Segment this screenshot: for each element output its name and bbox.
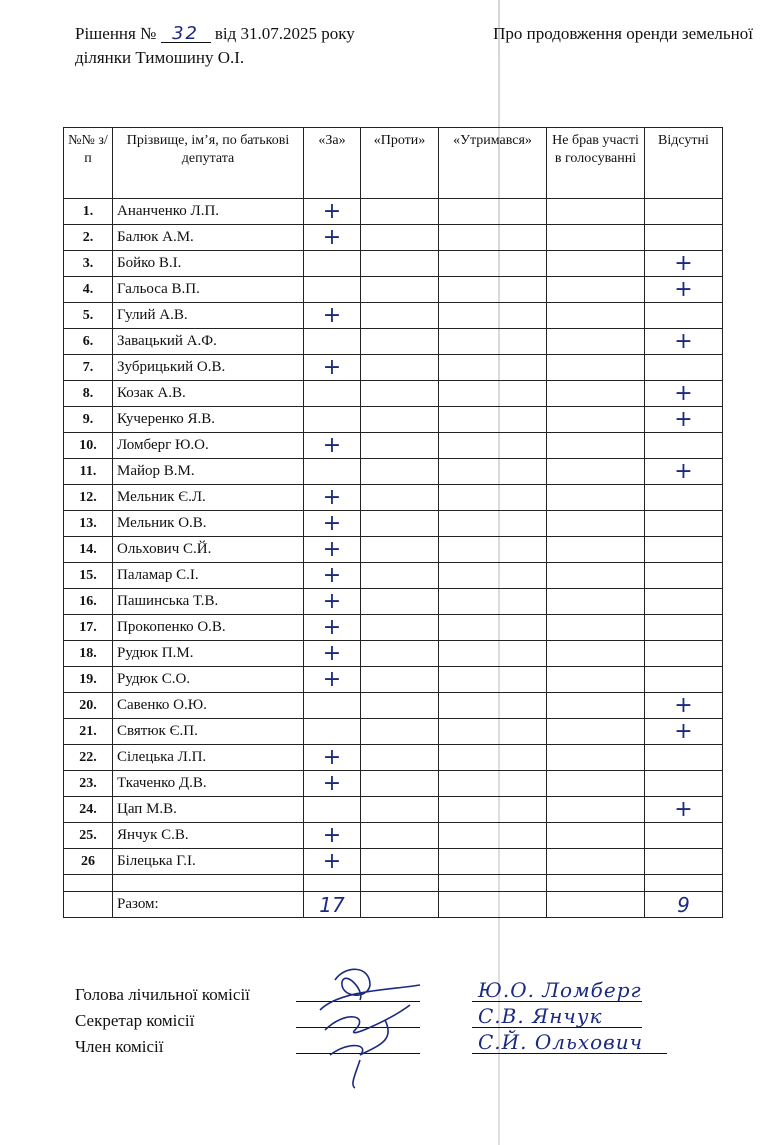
vote-proty [361, 485, 439, 511]
table-row [64, 511, 723, 537]
vote-absent-mark [645, 225, 723, 251]
table-row [64, 823, 723, 849]
member-name: С.Й. Ольхович [478, 1030, 644, 1054]
deputy-name: Рудюк П.М. [113, 641, 304, 667]
vote-za-mark: + [304, 355, 361, 381]
vote-proty [361, 589, 439, 615]
row-number: 25. [64, 823, 113, 849]
deputy-name: Пашинська Т.В. [113, 589, 304, 615]
vote-utrymavsia [439, 771, 547, 797]
vote-proty [361, 745, 439, 771]
signature-scribble [300, 960, 450, 1095]
vote-proty [361, 771, 439, 797]
vote-ne-brav [547, 277, 645, 303]
vote-utrymavsia [439, 225, 547, 251]
decision-number: 32 [172, 23, 200, 44]
deputy-name: Савенко О.Ю. [113, 693, 304, 719]
vote-proty [361, 199, 439, 225]
vote-za-mark: + [304, 771, 361, 797]
vote-utrymavsia [439, 303, 547, 329]
table-row [64, 381, 723, 407]
row-number: 22. [64, 745, 113, 771]
vote-za-mark: + [304, 849, 361, 875]
vote-ne-brav [547, 745, 645, 771]
vote-za-mark [304, 381, 361, 407]
deputy-name: Гулий А.В. [113, 303, 304, 329]
vote-ne-brav [547, 563, 645, 589]
deputy-name: Балюк А.М. [113, 225, 304, 251]
row-number: 18. [64, 641, 113, 667]
vote-utrymavsia [439, 615, 547, 641]
vote-ne-brav [547, 693, 645, 719]
vote-za-mark: + [304, 485, 361, 511]
vote-proty [361, 251, 439, 277]
vote-absent-mark [645, 537, 723, 563]
vote-ne-brav [547, 199, 645, 225]
row-number: 24. [64, 797, 113, 823]
header-vidsutni: Відсутні [645, 128, 723, 199]
deputy-name: Ольхович С.Й. [113, 537, 304, 563]
row-number: 9. [64, 407, 113, 433]
total-absent: 9 [645, 892, 723, 918]
vote-absent-mark [645, 745, 723, 771]
vote-utrymavsia [439, 693, 547, 719]
vote-za-mark: + [304, 745, 361, 771]
table-row [64, 329, 723, 355]
vote-ne-brav [547, 303, 645, 329]
vote-ne-brav [547, 849, 645, 875]
deputy-name: Святюк Є.П. [113, 719, 304, 745]
deputy-name: Кучеренко Я.В. [113, 407, 304, 433]
deputy-name: Цап М.В. [113, 797, 304, 823]
row-number: 2. [64, 225, 113, 251]
secretary-label: Секретар комісії [75, 1011, 195, 1030]
vote-utrymavsia [439, 355, 547, 381]
vote-ne-brav [547, 511, 645, 537]
vote-proty [361, 225, 439, 251]
deputy-name: Мельник О.В. [113, 511, 304, 537]
deputy-name: Ананченко Л.П. [113, 199, 304, 225]
vote-za-mark: + [304, 537, 361, 563]
row-number: 17. [64, 615, 113, 641]
table-row [64, 667, 723, 693]
vote-ne-brav [547, 433, 645, 459]
row-number: 16. [64, 589, 113, 615]
vote-utrymavsia [439, 433, 547, 459]
vote-ne-brav [547, 251, 645, 277]
deputy-name: Ломберг Ю.О. [113, 433, 304, 459]
vote-proty [361, 823, 439, 849]
secretary-name: С.В. Янчук [478, 1004, 603, 1028]
row-number: 10. [64, 433, 113, 459]
vote-absent-mark [645, 303, 723, 329]
vote-ne-brav [547, 225, 645, 251]
table-row [64, 563, 723, 589]
total-za: 17 [304, 892, 361, 918]
vote-absent-mark: + [645, 797, 723, 823]
table-row [64, 199, 723, 225]
vote-utrymavsia [439, 849, 547, 875]
vote-utrymavsia [439, 797, 547, 823]
vote-utrymavsia [439, 537, 547, 563]
vote-za-mark: + [304, 511, 361, 537]
vote-proty [361, 719, 439, 745]
vote-proty [361, 407, 439, 433]
row-number: 5. [64, 303, 113, 329]
table-row [64, 589, 723, 615]
vote-ne-brav [547, 615, 645, 641]
vote-za-mark: + [304, 641, 361, 667]
vote-za-mark: + [304, 433, 361, 459]
vote-proty [361, 459, 439, 485]
header-name: Прізвище, ім’я, по батькові депутата [113, 128, 304, 199]
vote-absent-mark: + [645, 407, 723, 433]
vote-utrymavsia [439, 381, 547, 407]
table-row [64, 771, 723, 797]
table-row [64, 277, 723, 303]
vote-proty [361, 563, 439, 589]
row-number: 14. [64, 537, 113, 563]
vote-utrymavsia [439, 251, 547, 277]
vote-za-mark: + [304, 823, 361, 849]
vote-utrymavsia [439, 719, 547, 745]
deputy-name: Завацький А.Ф. [113, 329, 304, 355]
vote-utrymavsia [439, 563, 547, 589]
header-num: №№ з/п [64, 128, 113, 199]
vote-absent-mark [645, 667, 723, 693]
deputy-name: Ткаченко Д.В. [113, 771, 304, 797]
row-number: 15. [64, 563, 113, 589]
vote-absent-mark [645, 771, 723, 797]
table-row [64, 251, 723, 277]
vote-proty [361, 537, 439, 563]
vote-ne-brav [547, 719, 645, 745]
vote-proty [361, 641, 439, 667]
decision-subject-end: ділянки Тимошину О.І. [75, 48, 245, 67]
deputy-name: Паламар С.І. [113, 563, 304, 589]
vote-absent-mark [645, 589, 723, 615]
table-row [64, 459, 723, 485]
table-row-empty [64, 875, 723, 892]
vote-ne-brav [547, 589, 645, 615]
vote-table-header [64, 128, 723, 199]
member-label: Член комісії [75, 1037, 164, 1056]
vote-ne-brav [547, 329, 645, 355]
vote-absent-mark [645, 563, 723, 589]
table-row [64, 693, 723, 719]
table-row [64, 537, 723, 563]
total-label: Разом: [113, 892, 304, 918]
deputy-name: Сілецька Л.П. [113, 745, 304, 771]
vote-za-mark [304, 329, 361, 355]
row-number: 4. [64, 277, 113, 303]
row-number: 23. [64, 771, 113, 797]
decision-date: від 31.07.2025 року [214, 24, 355, 43]
vote-utrymavsia [439, 199, 547, 225]
table-row [64, 719, 723, 745]
header-ne-brav: Не брав участі в голосуванні [547, 128, 645, 199]
vote-absent-mark [645, 355, 723, 381]
decision-subject-start: Про продовження оренди земельної [493, 24, 753, 43]
vote-absent-mark: + [645, 251, 723, 277]
vote-utrymavsia [439, 459, 547, 485]
row-number: 6. [64, 329, 113, 355]
vote-proty [361, 797, 439, 823]
vote-absent-mark: + [645, 329, 723, 355]
vote-za-mark: + [304, 589, 361, 615]
vote-absent-mark [645, 199, 723, 225]
vote-za-mark: + [304, 199, 361, 225]
vote-za-mark [304, 459, 361, 485]
row-number: 11. [64, 459, 113, 485]
vote-table [63, 127, 723, 918]
table-row-total [64, 892, 723, 918]
row-number: 8. [64, 381, 113, 407]
table-row [64, 303, 723, 329]
vote-absent-mark [645, 485, 723, 511]
vote-ne-brav [547, 485, 645, 511]
vote-za-mark [304, 277, 361, 303]
deputy-name: Гальоса В.П. [113, 277, 304, 303]
vote-za-mark [304, 251, 361, 277]
row-number: 7. [64, 355, 113, 381]
vote-proty [361, 615, 439, 641]
vote-ne-brav [547, 537, 645, 563]
deputy-name: Рудюк С.О. [113, 667, 304, 693]
table-row [64, 615, 723, 641]
row-number: 12. [64, 485, 113, 511]
vote-utrymavsia [439, 407, 547, 433]
vote-za-mark [304, 693, 361, 719]
vote-za-mark [304, 719, 361, 745]
vote-za-mark [304, 797, 361, 823]
deputy-name: Бойко В.І. [113, 251, 304, 277]
vote-proty [361, 381, 439, 407]
table-row [64, 745, 723, 771]
vote-absent-mark [645, 823, 723, 849]
header-utrymavsia: «Утримався» [439, 128, 547, 199]
vote-absent-mark: + [645, 693, 723, 719]
vote-proty [361, 693, 439, 719]
vote-ne-brav [547, 823, 645, 849]
deputy-name: Майор В.М. [113, 459, 304, 485]
vote-ne-brav [547, 641, 645, 667]
vote-utrymavsia [439, 667, 547, 693]
vote-proty [361, 849, 439, 875]
header-proty: «Проти» [361, 128, 439, 199]
header-za: «За» [304, 128, 361, 199]
vote-absent-mark: + [645, 381, 723, 407]
vote-ne-brav [547, 667, 645, 693]
vote-ne-brav [547, 797, 645, 823]
vote-ne-brav [547, 381, 645, 407]
table-row [64, 433, 723, 459]
vote-utrymavsia [439, 329, 547, 355]
vote-ne-brav [547, 407, 645, 433]
deputy-name: Білецька Г.І. [113, 849, 304, 875]
decision-prefix: Рішення № [75, 24, 157, 43]
table-row [64, 641, 723, 667]
vote-utrymavsia [439, 511, 547, 537]
row-number: 13. [64, 511, 113, 537]
vote-absent-mark: + [645, 277, 723, 303]
table-row [64, 849, 723, 875]
table-row [64, 407, 723, 433]
row-number: 26 [64, 849, 113, 875]
vote-absent-mark [645, 433, 723, 459]
table-row [64, 225, 723, 251]
deputy-name: Мельник Є.Л. [113, 485, 304, 511]
vote-za-mark: + [304, 563, 361, 589]
vote-proty [361, 433, 439, 459]
row-number: 21. [64, 719, 113, 745]
deputy-name: Козак А.В. [113, 381, 304, 407]
deputy-name: Зубрицький О.В. [113, 355, 304, 381]
table-row [64, 355, 723, 381]
row-number: 3. [64, 251, 113, 277]
commission-block [75, 982, 250, 1060]
vote-absent-mark [645, 641, 723, 667]
vote-utrymavsia [439, 745, 547, 771]
row-number: 19. [64, 667, 113, 693]
vote-proty [361, 277, 439, 303]
decision-heading [75, 22, 753, 70]
vote-utrymavsia [439, 485, 547, 511]
vote-za-mark: + [304, 615, 361, 641]
vote-proty [361, 511, 439, 537]
vote-absent-mark: + [645, 719, 723, 745]
vote-proty [361, 303, 439, 329]
vote-absent-mark [645, 511, 723, 537]
vote-proty [361, 667, 439, 693]
deputy-name: Прокопенко О.В. [113, 615, 304, 641]
vote-utrymavsia [439, 589, 547, 615]
vote-proty [361, 329, 439, 355]
vote-absent-mark [645, 615, 723, 641]
chair-label: Голова лічильної комісії [75, 985, 250, 1004]
table-row [64, 485, 723, 511]
row-number: 1. [64, 199, 113, 225]
table-row [64, 797, 723, 823]
vote-utrymavsia [439, 641, 547, 667]
vote-utrymavsia [439, 823, 547, 849]
vote-za-mark: + [304, 225, 361, 251]
vote-proty [361, 355, 439, 381]
deputy-name: Янчук С.В. [113, 823, 304, 849]
vote-absent-mark: + [645, 459, 723, 485]
chair-name: Ю.О. Ломберг [478, 978, 642, 1002]
vote-za-mark [304, 407, 361, 433]
row-number: 20. [64, 693, 113, 719]
vote-utrymavsia [439, 277, 547, 303]
vote-ne-brav [547, 771, 645, 797]
vote-absent-mark [645, 849, 723, 875]
vote-za-mark: + [304, 303, 361, 329]
vote-ne-brav [547, 459, 645, 485]
vote-ne-brav [547, 355, 645, 381]
vote-za-mark: + [304, 667, 361, 693]
